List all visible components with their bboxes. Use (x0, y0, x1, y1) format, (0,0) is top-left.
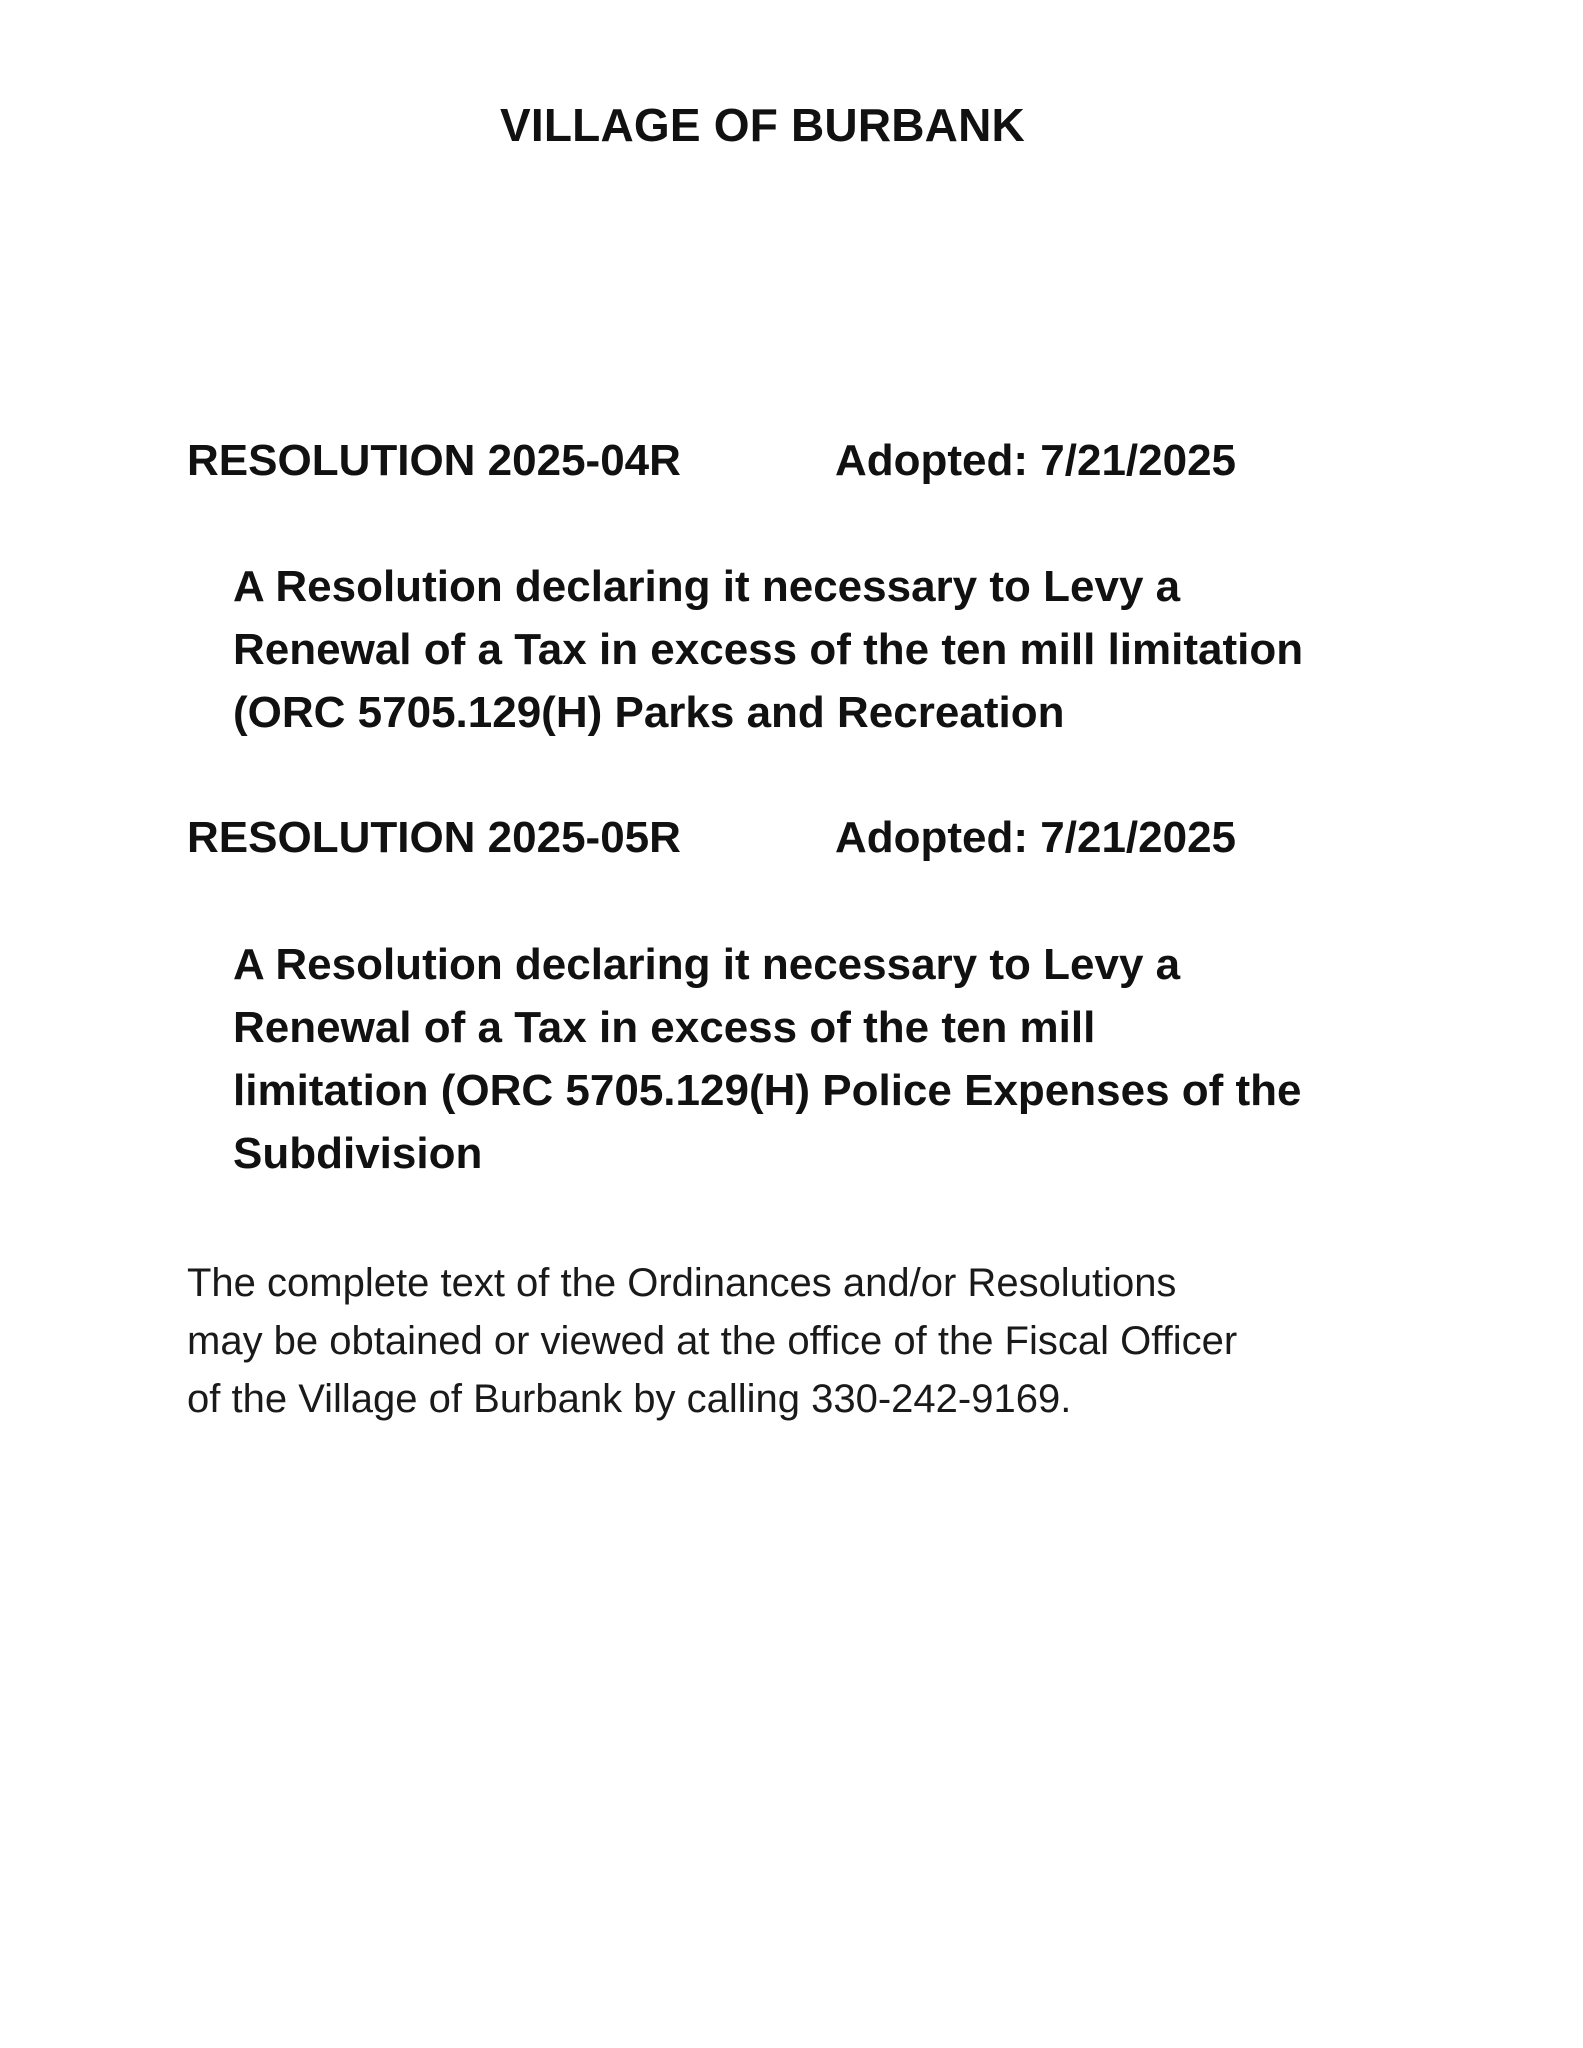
note-line: may be obtained or viewed at the office of the Fiscal Officer (187, 1319, 1238, 1363)
page-title: VILLAGE OF BURBANK (500, 99, 1025, 151)
resolution-number: RESOLUTION 2025-05R (187, 813, 681, 862)
description-line: (ORC 5705.129(H) Parks and Recreation (233, 688, 1065, 737)
note-line: of the Village of Burbank by calling 330-242-9169. (187, 1377, 1072, 1421)
resolution-description (233, 933, 1373, 1185)
adopted-date: Adopted: 7/21/2025 (835, 813, 1237, 862)
description-line: Renewal of a Tax in excess of the ten mill (233, 1003, 1096, 1052)
description-line: A Resolution declaring it necessary to Levy a (233, 562, 1181, 611)
description-line: Subdivision (233, 1129, 483, 1178)
description-line: A Resolution declaring it necessary to Levy a (233, 940, 1181, 989)
description-line: limitation (ORC 5705.129(H) Police Expenses of the (233, 1066, 1302, 1115)
description-line: Renewal of a Tax in excess of the ten mill limitation (233, 625, 1304, 674)
adopted-date: Adopted: 7/21/2025 (835, 436, 1237, 485)
resolution-description (233, 555, 1373, 744)
resolution-number: RESOLUTION 2025-04R (187, 436, 681, 485)
note-line: The complete text of the Ordinances and/or Resolutions (187, 1261, 1177, 1305)
contact-note (187, 1254, 1387, 1428)
